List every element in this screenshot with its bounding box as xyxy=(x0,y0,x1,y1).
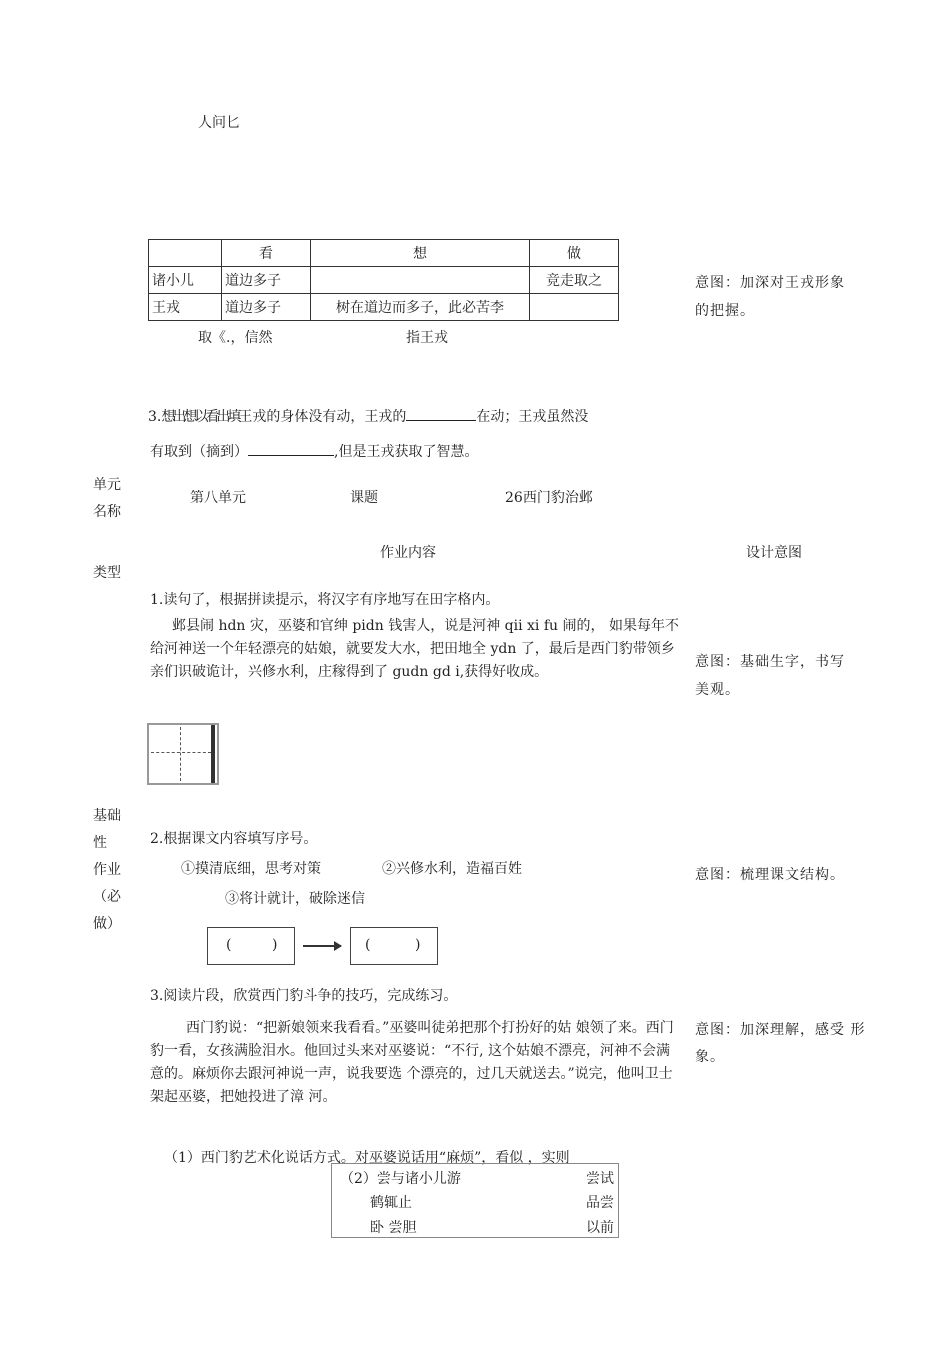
answer-box-1[interactable] xyxy=(207,927,295,965)
word-match-box xyxy=(331,1163,619,1238)
paren-close: ) xyxy=(415,937,421,953)
question-1-title: 1.读句了，根据拼读提示，将汉字有序地写在田字格内。 xyxy=(150,592,500,608)
overlapping-text: 想出想以看出填 xyxy=(161,409,239,425)
question-text: 王戎的身体没有动，王戎的 xyxy=(238,409,407,425)
top-text: 人问匕 xyxy=(198,115,240,131)
category-label-line: 作业 xyxy=(93,862,121,878)
table-row xyxy=(149,267,619,294)
category-label-line: 性 xyxy=(93,835,107,851)
question-1-passage: 邺县闹 hdn 灾，巫婆和官绅 pidn 钱害人，说是河神 qii xi fu 闹的， 如果每年不给河神送一个年轻漂亮的姑娘，就要发大水，把田地全 ydn 了，最后是西门豹带领乡亲们识破诡计，兴修水利，庄稼得到了 gudn gd i,获得好收成。 xyxy=(150,618,679,680)
option-3: ③将计就计，破除迷信 xyxy=(225,891,365,907)
question-2-title: 2.根据课文内容填写序号。 xyxy=(150,831,318,847)
design-intent: 美观。 xyxy=(695,682,740,698)
table-cell xyxy=(149,240,222,267)
answer-blank[interactable] xyxy=(248,443,334,456)
unit-label: 单元 xyxy=(93,477,121,493)
table-cell: 竞走取之 xyxy=(530,267,619,294)
answer-blank[interactable] xyxy=(406,408,476,421)
question-number: 3. xyxy=(148,409,162,425)
unit-label: 名称 xyxy=(93,504,121,520)
question-text: 有取到（摘到） xyxy=(150,444,248,460)
table-header-row xyxy=(149,240,619,267)
type-header: 类型 xyxy=(93,565,121,581)
below-table-left: 取《.，信然 xyxy=(198,330,273,346)
table-cell: 道边多子 xyxy=(222,294,311,321)
table-cell xyxy=(311,267,530,294)
design-intent: 的把握。 xyxy=(695,303,755,319)
unit-name: 第八单元 xyxy=(190,490,246,506)
table-cell xyxy=(530,294,619,321)
lesson-label: 课题 xyxy=(350,490,378,506)
design-intent: 象。 xyxy=(695,1049,725,1065)
paren-open: ( xyxy=(226,937,232,953)
category-label-line: 做） xyxy=(93,916,121,932)
design-intent: 意图：基础生字，书写 xyxy=(695,654,845,670)
word-left: 鹤辄止 xyxy=(370,1195,412,1211)
intent-header: 设计意图 xyxy=(746,545,802,561)
word-left: （2）尝与诸小儿游 xyxy=(340,1171,461,1187)
below-table-right: 指王戎 xyxy=(406,330,448,346)
category-label-line: （必 xyxy=(93,889,121,905)
paren-close: ) xyxy=(272,937,278,953)
table-cell: 诸小儿 xyxy=(149,267,222,294)
tianzige-grid[interactable] xyxy=(147,723,219,785)
table-cell: 王戎 xyxy=(149,294,222,321)
question-3-line2 xyxy=(150,441,478,461)
table-cell: 看 xyxy=(222,240,311,267)
table-cell: 想 xyxy=(311,240,530,267)
question-3-passage: 西门豹说：“把新娘领来我看看。”巫婆叫徒弟把那个打扮好的姑 娘领了来。西门豹一看，女孩满脸泪水。他回过头来对巫婆说：“不行, 这个姑娘不漂亮，河神不会满意的。麻烦你去跟河神说一声，说我要选 个漂亮的，过几天就送去。”说完，他叫卫士架起巫婆，把她投进了漳 河。 xyxy=(150,1020,674,1105)
table-cell: 做 xyxy=(530,240,619,267)
design-intent: 意图：加深对王戎形象 xyxy=(695,275,845,291)
table-cell: 道边多子 xyxy=(222,267,311,294)
lesson-title: 26西门豹治邺 xyxy=(505,490,593,506)
content-header: 作业内容 xyxy=(380,545,436,561)
table-cell: 树在道边而多子，此必苦李 xyxy=(311,294,530,321)
paren-open: ( xyxy=(365,937,371,953)
option-1: ①摸清底细，思考对策 xyxy=(181,861,321,877)
observation-table xyxy=(148,239,619,321)
word-left: 卧 尝胆 xyxy=(370,1220,417,1236)
question-3-line1 xyxy=(148,406,588,426)
answer-box-2[interactable] xyxy=(350,927,438,965)
question-3-title: 3.阅读片段，欣赏西门豹斗争的技巧，完成练习。 xyxy=(150,988,458,1004)
question-text: 在动；王戎虽然没 xyxy=(476,409,589,425)
word-right: 以前 xyxy=(586,1220,614,1236)
option-2: ②兴修水利，造福百姓 xyxy=(382,861,522,877)
word-right: 尝试 xyxy=(586,1171,614,1187)
word-right: 品尝 xyxy=(586,1195,614,1211)
category-label-line: 基础 xyxy=(93,808,121,824)
design-intent: 意图：加深理解，感受 形 xyxy=(695,1022,866,1038)
sub-question-1: （1）西门豹艺术化说话方式。对巫婆说话用“麻烦”，看似 ，实则 xyxy=(164,1150,570,1166)
design-intent: 意图：梳理课文结构。 xyxy=(695,867,845,883)
table-row xyxy=(149,294,619,321)
arrow-right-icon xyxy=(303,945,341,947)
question-text: ,但是王戎获取了智慧。 xyxy=(334,444,479,460)
